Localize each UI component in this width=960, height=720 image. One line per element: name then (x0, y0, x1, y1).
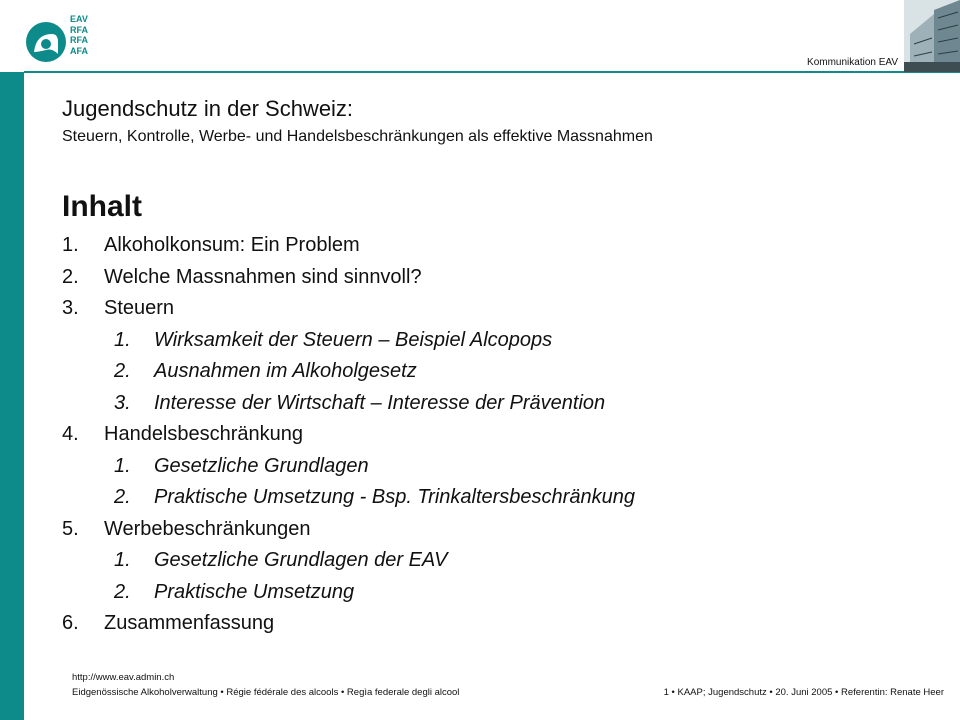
footer-slide-info: 1 • KAAP; Jugendschutz • 20. Juni 2005 • Referentin: Renate Heer (663, 687, 944, 698)
logo-wordmark: EAV RFA RFA AFA (70, 14, 88, 56)
content-heading: Inhalt (62, 190, 142, 223)
building-photo (904, 0, 960, 72)
header-rule (24, 71, 960, 73)
slide-subtitle: Steuern, Kontrolle, Werbe- und Handelsbeschränkungen als effektive Massnahmen (62, 128, 653, 145)
footer-organization: Eidgenössische Alkoholverwaltung • Régie fédérale des alcools • Regìa federale degli alcool (72, 687, 460, 698)
footer-url-link[interactable]: http://www.eav.admin.ch (72, 672, 175, 683)
left-accent-bar (0, 72, 24, 720)
slide-title: Jugendschutz in der Schweiz: (62, 96, 354, 121)
department-label: Kommunikation EAV (807, 57, 898, 68)
